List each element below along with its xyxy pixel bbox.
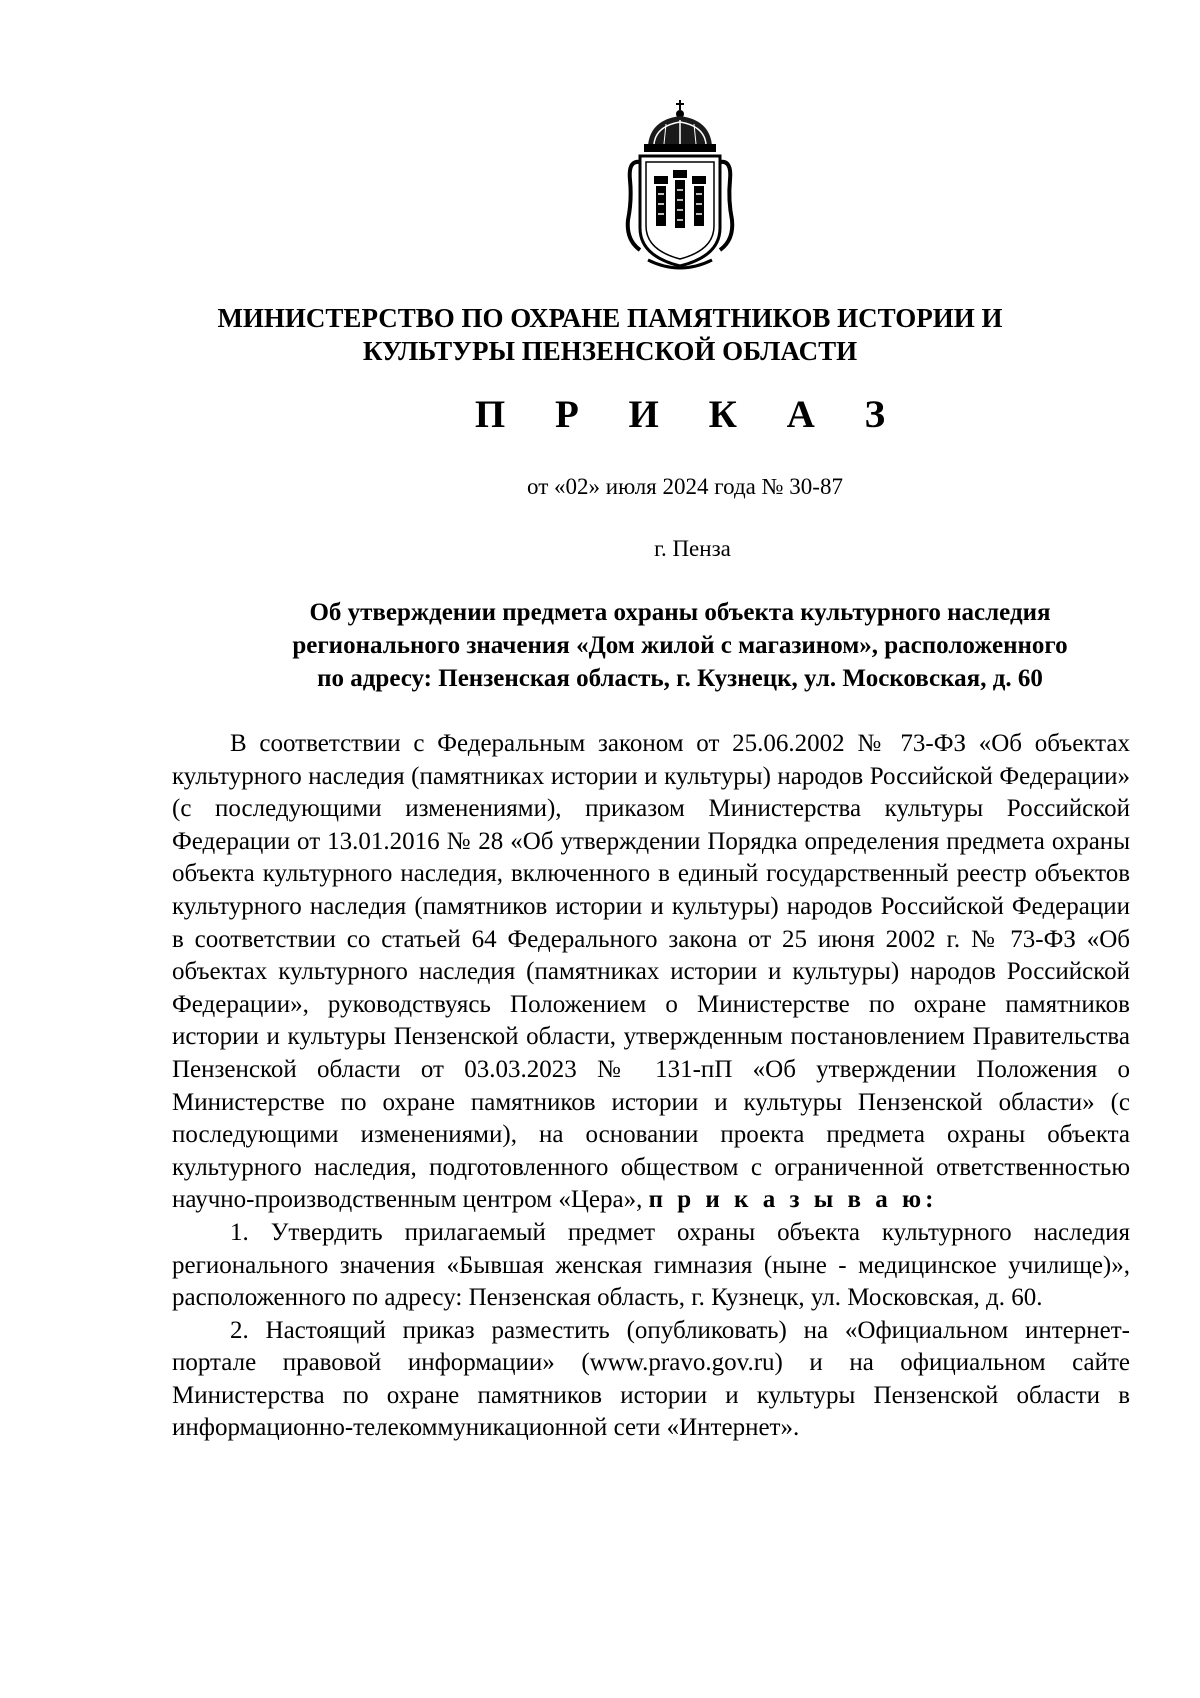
ministry-name-line-1: МИНИСТЕРСТВО ПО ОХРАНЕ ПАМЯТНИКОВ ИСТОРИИ И <box>217 303 1003 333</box>
order-subject-line-3: по адресу: Пензенская область, г. Кузнецк, ул. Московская, д. 60 <box>317 665 1043 692</box>
order-directive-word: п р и к а з ы в а ю: <box>648 1186 938 1214</box>
coat-of-arms-icon <box>620 100 740 276</box>
preamble-text: В соответствии с Федеральным законом от 25.06.2002 № 73-ФЗ «Об объектах культурного наследия (памятниках истории и культуры) народов Российской Федерации» (с последующими изменениями), приказом Министерства культуры Российской Федерации от 13.01.2016 № 28 «Об утверждении Порядка определения предмета охраны объекта культурного наследия, включенного в единый государственный реестр объектов культурного наследия (памятников истории и культуры) народов Российской Федерации в соответствии со статьей 64 Федерального закона от 25 июня 2002 г. № 73-ФЗ «Об объектах культурного наследия (памятниках истории и культуры) народов Российской Федерации», руководствуясь Положением о Министерстве по охране памятников истории и культуры Пензенской области, утвержденным постановлением Правительства Пензенской области от 03.03.2023 № 131-пП «Об утверждении Положения о Министерстве по охране памятников истории и культуры Пензенской области» (с последующими изменениями), на основании проекта предмета охраны объекта культурного наследия, подготовленного обществом с ограниченной ответственностью научно-производственным центром «Цера», <box>172 730 1130 1214</box>
order-body <box>172 728 1130 1445</box>
ministry-name <box>170 302 1050 368</box>
order-subject-line-1: Об утверждении предмета охраны объекта культурного наследия <box>309 599 1051 626</box>
order-subject-line-2: регионального значения «Дом жилой с магазином», расположенного <box>292 632 1068 659</box>
preamble-paragraph <box>172 728 1130 1217</box>
order-date: от «02» июля 2024 года № 30-87 <box>527 474 843 499</box>
order-city: г. Пенза <box>654 536 731 561</box>
ministry-name-line-2: КУЛЬТУРЫ ПЕНЗЕНСКОЙ ОБЛАСТИ <box>362 336 858 366</box>
order-item-2: 2. Настоящий приказ разместить (опубликовать) на «Официальном интернет-портале правовой информации» (www.pravo.gov.ru) и на официальном сайте Министерства по охране памятников истории и культуры Пензенской области в информационно-телекоммуникационной сети «Интернет». <box>172 1316 1130 1442</box>
order-subject <box>220 596 1140 695</box>
order-title: П Р И К А З <box>474 393 906 436</box>
order-item-1: 1. Утвердить прилагаемый предмет охраны объекта культурного наследия регионального значения «Бывшая женская гимназия (ныне - медицинское училище)», расположенного по адресу: Пензенская область, г. Кузнецк, ул. Московская, д. 60. <box>172 1218 1130 1312</box>
